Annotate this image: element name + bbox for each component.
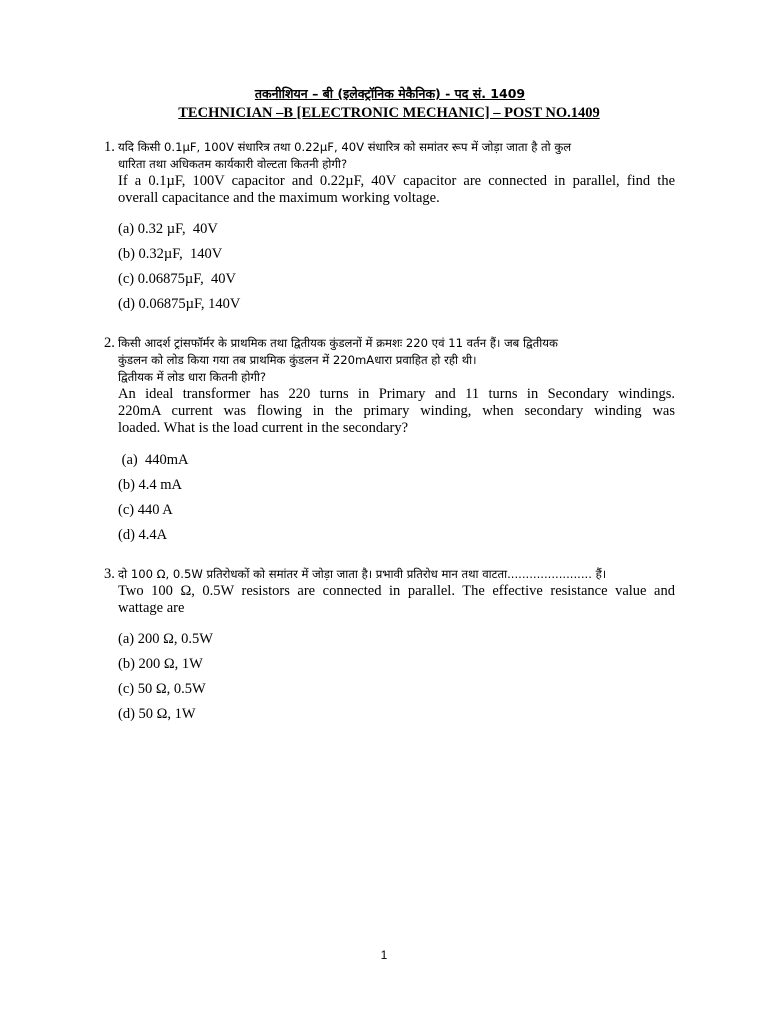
option-a: (a) 200 Ω, 0.5W [118, 631, 213, 647]
hindi-line: धारिता तथा अधिकतम कार्यकारी वोल्टता कितनी होगी? [118, 157, 348, 171]
option-a: (a) 0.32 µF, 40V [118, 221, 218, 237]
options-question-2 [118, 452, 618, 552]
question-number: 3. [104, 566, 115, 582]
hindi-line: दो 100 Ω, 0.5W प्रतिरोधकों को समांतर में जोड़ा जाता है। प्रभावी प्रतिरोध मान तथा वाटता....................... हैं। [118, 567, 607, 581]
option-c: (c) 0.06875µF, 40V [118, 271, 236, 287]
option-b: (b) 200 Ω, 1W [118, 656, 203, 672]
english-line: overall capacitance and the maximum working voltage. [118, 190, 440, 206]
question-english [118, 173, 675, 207]
title-hindi: तकनीशियन – बी (इलेक्ट्रॉनिक मेकैनिक) - पद सं. 1409 [254, 86, 526, 101]
hindi-line: द्वितीयक में लोड धारा कितनी होगी? [118, 370, 267, 384]
question-hindi [118, 335, 675, 386]
question-text [118, 566, 675, 617]
english-line: If a 0.1µF, 100V capacitor and 0.22µF, 40V capacitor are connected in parallel, find the [118, 173, 675, 189]
option-a: (a) 440mA [118, 452, 189, 468]
option-d: (d) 0.06875µF, 140V [118, 296, 241, 312]
question-english [118, 386, 675, 437]
document-header [0, 84, 768, 122]
english-line: An ideal transformer has 220 turns in Primary and 11 turns in Secondary windings. [118, 386, 675, 402]
hindi-line: कुंडलन को लोड किया गया तब प्राथमिक कुंडलन में 220mAधारा प्रवाहित हो रही थी। [118, 353, 477, 367]
question-text [118, 335, 675, 437]
option-b: (b) 0.32µF, 140V [118, 246, 223, 262]
question-number: 2. [104, 335, 115, 351]
question-hindi [118, 566, 675, 583]
question-number: 1. [104, 139, 115, 155]
option-d: (d) 4.4A [118, 527, 168, 543]
title-english: TECHNICIAN –B [ELECTRONIC MECHANIC] – POST NO.1409 [178, 105, 600, 121]
option-c: (c) 440 A [118, 502, 173, 518]
english-line: wattage are [118, 600, 185, 616]
question-hindi [118, 139, 675, 173]
option-b: (b) 4.4 mA [118, 477, 183, 493]
options-question-1 [118, 221, 618, 321]
english-line: loaded. What is the load current in the secondary? [118, 420, 409, 436]
english-line: 220mA current was flowing in the primary winding, when secondary winding was [118, 403, 675, 419]
hindi-line: किसी आदर्श ट्रांसफॉर्मर के प्राथमिक तथा द्वितीयक कुंडलनों में क्रमशः 220 एवं 11 वर्तन हैं। जब द्वितीयक [118, 336, 558, 350]
option-d: (d) 50 Ω, 1W [118, 706, 196, 722]
options-question-3 [118, 631, 618, 731]
page-number: 1 [380, 948, 388, 962]
option-c: (c) 50 Ω, 0.5W [118, 681, 206, 697]
question-english [118, 583, 675, 617]
hindi-line: यदि किसी 0.1µF, 100V संधारित्र तथा 0.22µF, 40V संधारित्र को समांतर रूप में जोड़ा जाता है तो कुल [118, 140, 572, 154]
english-line: Two 100 Ω, 0.5W resistors are connected in parallel. The effective resistance value and [118, 583, 675, 599]
question-text [118, 139, 675, 207]
